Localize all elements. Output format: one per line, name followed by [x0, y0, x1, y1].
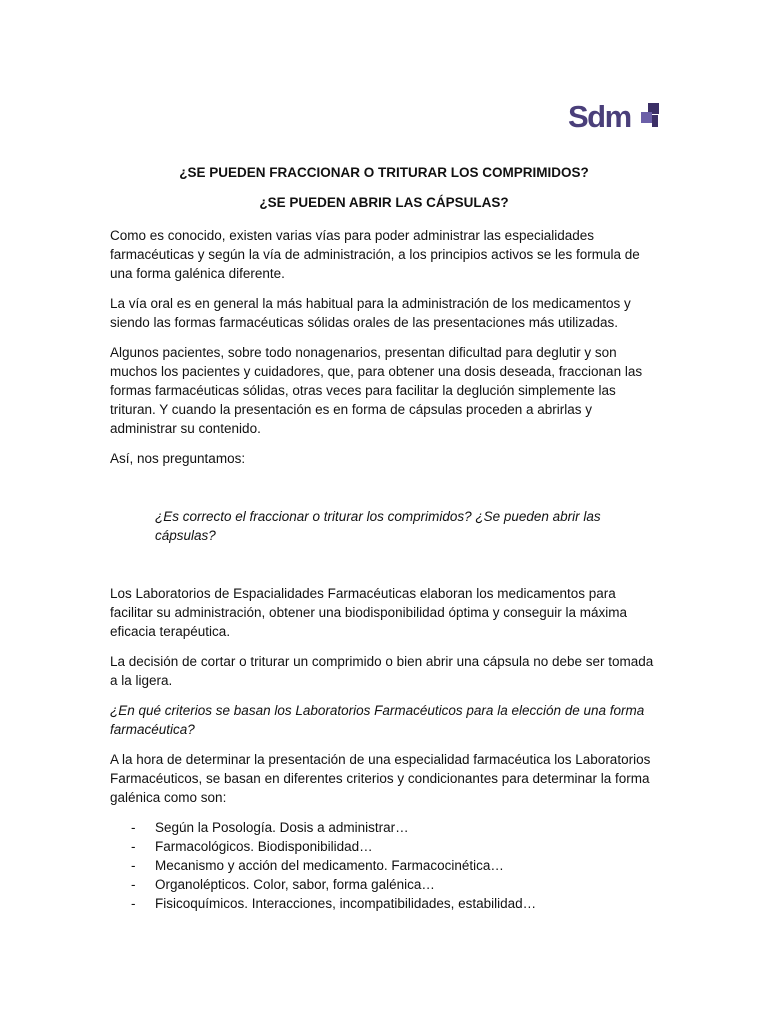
bullet-dash: - — [131, 896, 136, 911]
sdm-logo — [568, 100, 668, 134]
list-item-text: Según la Posología. Dosis a administrar… — [155, 820, 409, 835]
document-title-line-2: ¿SE PUEDEN ABRIR LAS CÁPSULAS? — [259, 195, 509, 210]
paragraph-oral-route: La vía oral es en general la más habitual para la administración de los medicamentos y siendo las formas farmacéuticas sólidas orales de las presentaciones más utilizadas. — [110, 296, 631, 330]
list-item — [110, 818, 658, 837]
logo-square-icon — [641, 112, 652, 123]
logo-square-icon — [652, 115, 658, 127]
document-title-line-1: ¿SE PUEDEN FRACCIONAR O TRITURAR LOS COMPRIMIDOS? — [179, 165, 589, 180]
logo-wordmark: Sdm — [568, 99, 631, 134]
paragraph-intro: Como es conocido, existen varias vías para poder administrar las especialidades farmacéuticas y según la vía de administración, a los principios activos se les formula de una forma galénica diferente. — [110, 228, 640, 281]
list-item — [110, 856, 658, 875]
paragraph-criteria-intro: A la hora de determinar la presentación de una especialidad farmacéutica los Laboratorios Farmacéuticos, se basan en diferentes criterios y condicionantes para determinar la forma galénica como son: — [110, 752, 651, 805]
list-item-text: Organolépticos. Color, sabor, forma galénica… — [155, 877, 435, 892]
paragraph-decision: La decisión de cortar o triturar un comprimido o bien abrir una cápsula no debe ser tomada a la ligera. — [110, 654, 654, 688]
list-item-text: Farmacológicos. Biodisponibilidad… — [155, 839, 373, 854]
bullet-dash: - — [131, 839, 136, 854]
paragraph-question-lead: Así, nos preguntamos: — [110, 451, 246, 466]
paragraph-laboratories: Los Laboratorios de Espacialidades Farmacéuticas elaboran los medicamentos para facilitar su administración, obtener una biodisponibilidad óptima y conseguir la máxima eficacia terapéutica. — [110, 586, 628, 639]
document-body — [110, 163, 658, 913]
list-item — [110, 837, 658, 856]
list-item — [110, 875, 658, 894]
list-item-text: Mecanismo y acción del medicamento. Farmacocinética… — [155, 858, 504, 873]
question-fractionate: ¿Es correcto el fraccionar o triturar los comprimidos? ¿Se pueden abrir las cápsulas? — [155, 509, 601, 543]
list-item — [110, 894, 658, 913]
paragraph-patients: Algunos pacientes, sobre todo nonagenarios, presentan dificultad para deglutir y son muchos los pacientes y cuidadores, que, para obtener una dosis deseada, fraccionan las formas farmacéuticas sólidas, otras veces para facilitar la deglución simplemente las trituran. Y cuando la presentación es en forma de cápsulas proceden a abrirlas y administrar su contenido. — [110, 345, 643, 436]
question-criteria: ¿En qué criterios se basan los Laboratorios Farmacéuticos para la elección de una forma farmacéutica? — [110, 703, 645, 737]
bullet-dash: - — [131, 877, 136, 892]
criteria-list — [110, 818, 658, 913]
list-item-text: Fisicoquímicos. Interacciones, incompatibilidades, estabilidad… — [155, 896, 537, 911]
bullet-dash: - — [131, 858, 136, 873]
bullet-dash: - — [131, 820, 136, 835]
